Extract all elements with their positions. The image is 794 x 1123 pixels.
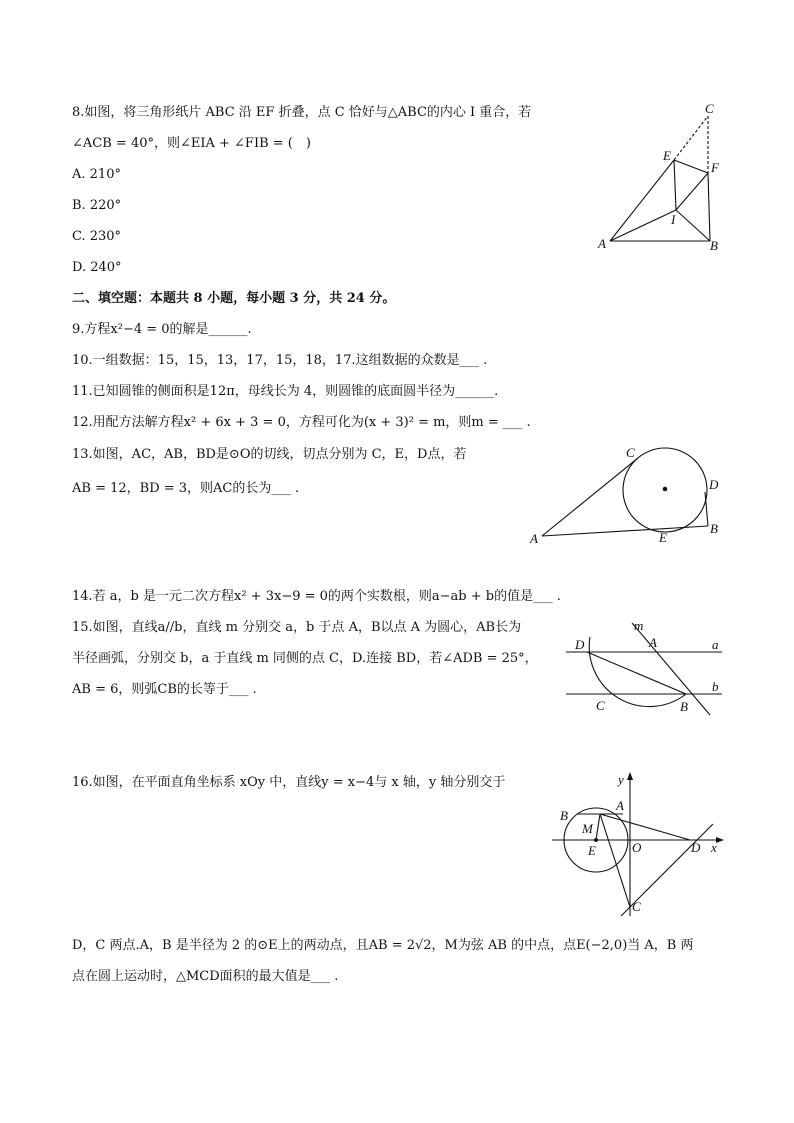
q16-label-m: M bbox=[582, 821, 593, 836]
q8-seg-fi bbox=[676, 173, 708, 210]
q8-seg-ei bbox=[674, 160, 676, 210]
q15-figure bbox=[560, 615, 730, 725]
q8-label-f: F bbox=[711, 160, 719, 175]
q13-label-a: A bbox=[530, 531, 538, 546]
q13-label-e: E bbox=[659, 530, 667, 545]
q14-text: 14.若 a，b 是一元二次方程x² + 3x−9 = 0的两个实数根，则a−ab + b的值是___ . bbox=[72, 589, 561, 604]
q16-seg-em bbox=[596, 814, 600, 840]
q16-label-x: x bbox=[711, 840, 717, 855]
q8-figure bbox=[590, 98, 730, 258]
q12-text: 12.用配方法解方程x² + 6x + 3 = 0，方程可化为(x + 3)² = m，则m = ___ . bbox=[72, 415, 531, 430]
q10-text: 10.一组数据：15，15，13，17，15，18，17.这组数据的众数是___ . bbox=[72, 353, 488, 368]
q16-line3: 点在圆上运动时，△MCD面积的最大值是___ . bbox=[72, 969, 339, 984]
q16-label-e: E bbox=[588, 843, 596, 858]
q15-line2: 半径画弧，分别交 b，a 于直线 m 同侧的点 C，D.连接 BD，若∠ADB = 25°， bbox=[72, 651, 538, 666]
q8-seg-ec-dashed bbox=[674, 116, 708, 160]
q16-point-e bbox=[594, 838, 598, 842]
q15-line-m bbox=[632, 623, 710, 715]
q16-label-d: D bbox=[691, 840, 701, 855]
q15-label-line-a: a bbox=[712, 637, 719, 652]
q16-label-o: O bbox=[632, 840, 642, 855]
q8-seg-ai bbox=[610, 210, 676, 241]
q13-tangent-ab bbox=[542, 526, 708, 536]
q16-label-b: B bbox=[560, 808, 568, 823]
q16-y-arrow bbox=[627, 772, 633, 780]
q15-line3: AB = 6，则弧CB的长等于___ . bbox=[72, 682, 257, 697]
q8-label-a: A bbox=[598, 236, 606, 251]
q8-stem-line2: ∠ACB = 40°，则∠EIA + ∠FIB = ( ) bbox=[72, 136, 311, 151]
q15-label-d: D bbox=[575, 637, 585, 652]
q13-label-c: C bbox=[626, 445, 635, 460]
q8-label-b: B bbox=[710, 238, 718, 253]
q8-seg-bi bbox=[676, 210, 710, 241]
q8-label-i: I bbox=[671, 212, 676, 227]
q15-line1: 15.如图，直线a//b，直线 m 分别交 a，b 于点 A，B以点 A 为圆心，AB长为 bbox=[72, 620, 522, 635]
q8-stem-line1: 8.如图，将三角形纸片 ABC 沿 EF 折叠，点 C 恰好与△ABC的内心 I 重合，若 bbox=[72, 105, 532, 120]
q16-seg-md bbox=[600, 814, 690, 840]
q11-text: 11.已知圆锥的侧面积是12π，母线长为 4，则圆锥的底面圆半径为______. bbox=[72, 384, 499, 399]
q13-line2: AB = 12，BD = 3，则AC的长为___ . bbox=[72, 481, 300, 496]
q13-label-b: B bbox=[710, 521, 718, 536]
q8-option-c: C. 230° bbox=[72, 229, 122, 244]
section2-heading: 二、填空题：本题共 8 小题，每小题 3 分，共 24 分。 bbox=[72, 291, 396, 306]
q15-label-c: C bbox=[596, 698, 605, 713]
q13-label-d: D bbox=[709, 477, 719, 492]
q13-line1: 13.如图，AC，AB，BD是⊙O的切线，切点分别为 C，E，D点，若 bbox=[72, 447, 467, 462]
q16-figure bbox=[548, 770, 728, 920]
q8-seg-bf bbox=[708, 173, 710, 241]
q15-label-a: A bbox=[649, 635, 657, 650]
q13-figure bbox=[525, 440, 730, 550]
q16-line2: D，C 两点.A，B 是半径为 2 的⊙E上的两动点，且AB = 2√2，M为弦 AB 的中点，点E(−2,0)当 A，B 两 bbox=[72, 938, 694, 953]
q8-option-d: D. 240° bbox=[72, 260, 122, 275]
q8-seg-ae bbox=[610, 160, 674, 241]
q16-line1: 16.如图，在平面直角坐标系 xOy 中，直线y = x−4与 x 轴，y 轴分别交于 bbox=[72, 775, 506, 790]
q15-label-line-b: b bbox=[712, 679, 719, 694]
q13-center-dot bbox=[663, 487, 668, 492]
q15-label-m: m bbox=[634, 618, 644, 633]
q15-label-b: B bbox=[680, 699, 688, 714]
q8-option-a: A. 210° bbox=[72, 167, 121, 182]
q8-label-c: C bbox=[705, 101, 714, 116]
q8-option-b: B. 220° bbox=[72, 198, 122, 213]
q8-seg-ef bbox=[674, 160, 708, 173]
q16-x-arrow bbox=[716, 837, 724, 843]
q15-arc bbox=[589, 637, 686, 707]
q16-label-c: C bbox=[632, 899, 641, 914]
q16-label-y: y bbox=[618, 772, 624, 787]
q8-label-e: E bbox=[663, 148, 671, 163]
q15-seg-bd bbox=[587, 652, 686, 694]
q16-label-a: A bbox=[616, 798, 624, 813]
q9-text: 9.方程x²−4 = 0的解是______. bbox=[72, 322, 252, 337]
